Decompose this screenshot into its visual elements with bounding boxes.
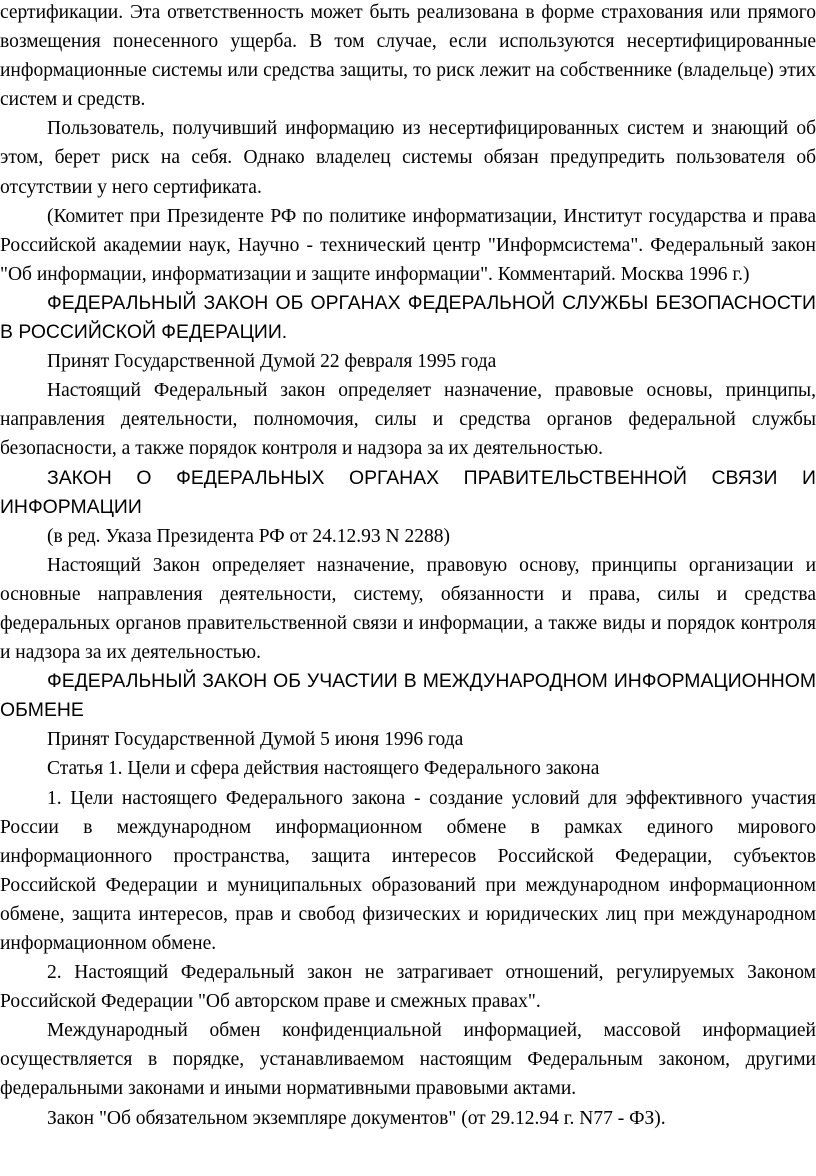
paragraph: Закон "Об обязательном экземпляре документов" (от 29.12.94 г. N77 - ФЗ). [47, 1107, 666, 1129]
section-heading: ЗАКОН О ФЕДЕРАЛЬНЫХ ОРГАНАХ ПРАВИТЕЛЬСТВЕННОЙ СВЯЗИ И ИНФОРМАЦИИ [0, 466, 816, 518]
paragraph: Настоящий Закон определяет назначение, правовую основу, принципы организации и основные направления деятельности, систему, обязанности и права, силы и средства федеральных органов правительственной связи и информации, а также виды и порядок контроля и надзора за их деятельностью. [0, 554, 816, 664]
paragraph: Статья 1. Цели и сфера действия настоящего Федерального закона [47, 758, 600, 780]
paragraph: Принят Государственной Думой 5 июня 1996 года [47, 729, 464, 751]
paragraph: Пользователь, получивший информацию из несертифицированных систем и знающий об этом, берет риск на себя. Однако владелец системы обязан предупредить пользователя об отсутствии у него сертификата. [0, 118, 816, 198]
paragraph: (в ред. Указа Президента РФ от 24.12.93 N 2288) [47, 525, 450, 547]
paragraph: 2. Настоящий Федеральный закон не затрагивает отношений, регулируемых Законом Российской Федерации "Об авторском праве и смежных правах". [0, 962, 816, 1013]
section-heading: ФЕДЕРАЛЬНЫЙ ЗАКОН ОБ УЧАСТИИ В МЕЖДУНАРОДНОМ ИНФОРМАЦИОННОМ ОБМЕНЕ [0, 670, 816, 722]
paragraph: 1. Цели настоящего Федерального закона - создание условий для эффективного участия России в международном информационном обмене в рамках единого мирового информационного пространства, защита интересов Российской Федерации, субъектов Российской Федерации и муниципальных образований при международном информационном обмене, защита интересов, прав и свобод физических и юридических лиц при международном информационном обмене. [0, 787, 816, 954]
section-heading: ФЕДЕРАЛЬНЫЙ ЗАКОН ОБ ОРГАНАХ ФЕДЕРАЛЬНОЙ СЛУЖБЫ БЕЗОПАСНОСТИ В РОССИЙСКОЙ ФЕДЕРАЦИИ. [0, 291, 816, 344]
paragraph: Принят Государственной Думой 22 февраля 1995 года [47, 351, 497, 373]
paragraph: (Комитет при Президенте РФ по политике информатизации, Институт государства и права Российской академии наук, Научно - технический центр "Информсистема". Федеральный закон "Об информации, информатизации и защите информации". Комментарий. Москва 1996 г.) [0, 205, 816, 285]
paragraph: Международный обмен конфиденциальной информацией, массовой информацией осуществляется в порядке, устанавливаемом настоящим Федеральным законом, другими федеральными законами и иными нормативными правовыми актами. [0, 1020, 816, 1100]
paragraph: Настоящий Федеральный закон определяет назначение, правовые основы, принципы, направления деятельности, полномочия, силы и средства органов федеральной службы безопасности, а также порядок контроля и надзора за их деятельностью. [0, 380, 816, 460]
paragraph: сертификации. Эта ответственность может быть реализована в форме страхования или прямого возмещения понесенного ущерба. В том случае, если используются несертифицированные информационные системы или средства защиты, то риск лежит на собственнике (владельце) этих систем и средств. [0, 2, 816, 111]
